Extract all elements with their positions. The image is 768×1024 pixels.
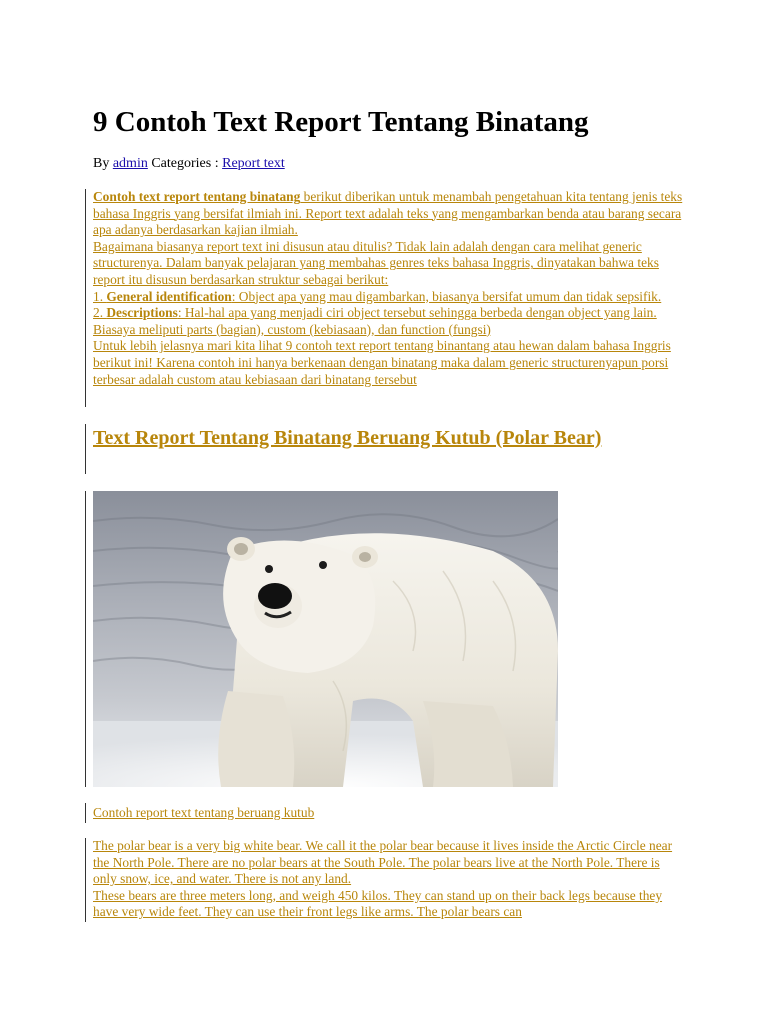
- byline: [93, 155, 285, 172]
- item1-bold: General identification: [106, 288, 232, 304]
- intro-lead-rest: berikut diberikan untuk menambah pengetahuan kita tentang jenis teks bahasa Inggris yang bersifat ilmiah ini. Report text adalah teks yang mengambarkan benda atau barang secara apa adanya berdasarkan kajian ilmiah.: [93, 189, 683, 238]
- intro-lead-bold: Contoh text report tentang binatang: [93, 189, 301, 204]
- by-label: By: [93, 156, 110, 171]
- intro-margin-bar: [85, 189, 86, 407]
- polar-bear-image: [93, 491, 558, 787]
- intro-paragraph-3: Untuk lebih jelasnya mari kita lihat 9 contoh text report tentang binantang atau hewan dalam bahasa Inggris berikut ini! Karena contoh ini hanya berkenaan dengan binatang maka dalam generic structurenyapun porsi terbesar adalah custom atau kebiasaan dari binatang tersebut: [93, 338, 671, 387]
- body-margin-bar: [85, 838, 86, 922]
- image-caption-link[interactable]: Contoh report text tentang beruang kutub: [93, 805, 315, 820]
- section-heading-link[interactable]: Text Report Tentang Binatang Beruang Kutub (Polar Bear): [93, 427, 602, 449]
- item2-number: 2.: [93, 305, 107, 321]
- item1-number: 1.: [93, 288, 107, 304]
- item2-rest: : Hal-hal apa yang menjadi ciri object tersebut sehingga berbeda dengan object yang lain. Biasaya meliputi parts (bagian), custom (kebiasaan), dan function (fungsi): [93, 305, 657, 337]
- item2-bold: Descriptions: [106, 305, 178, 321]
- category-link[interactable]: Report text: [222, 156, 285, 171]
- categories-label: Categories :: [151, 156, 219, 171]
- item1-rest: : Object apa yang mau digambarkan, biasanya bersifat umum dan tidak sepsifik.: [231, 288, 662, 304]
- intro-text[interactable]: [93, 189, 683, 388]
- image-margin-bar: [85, 491, 86, 787]
- intro-paragraph-1: [93, 189, 683, 239]
- author-link[interactable]: admin: [112, 156, 148, 171]
- intro-list-item-2: [93, 305, 683, 338]
- heading-margin-bar: [85, 424, 86, 474]
- body-paragraph-1: The polar bear is a very big white bear. We call it the polar bear because it lives inside the Arctic Circle near the North Pole. There are no polar bears at the South Pole. The polar bears live at the North Pole. There is only snow, ice, and water. There is not any land.: [93, 838, 673, 887]
- article-title: 9 Contoh Text Report Tentang Binatang: [93, 106, 589, 138]
- intro-paragraph-2: Bagaimana biasanya report text ini disusun atau ditulis? Tidak lain adalah dengan cara melihat generic structurenya. Dalam banyak pelajaran yang membahas genres teks bahasa Inggris, dinyatakan bahwa teks report itu disusun berdasarkan struktur sebagai berikut:: [93, 238, 659, 287]
- intro-list-item-1: [93, 289, 683, 306]
- section-body-text[interactable]: [93, 838, 683, 921]
- caption-margin-bar: [85, 803, 86, 823]
- body-paragraph-2: These bears are three meters long, and weigh 450 kilos. They can stand up on their back legs because they have very wide feet. They can use their front legs like arms. The polar bears can: [93, 887, 663, 920]
